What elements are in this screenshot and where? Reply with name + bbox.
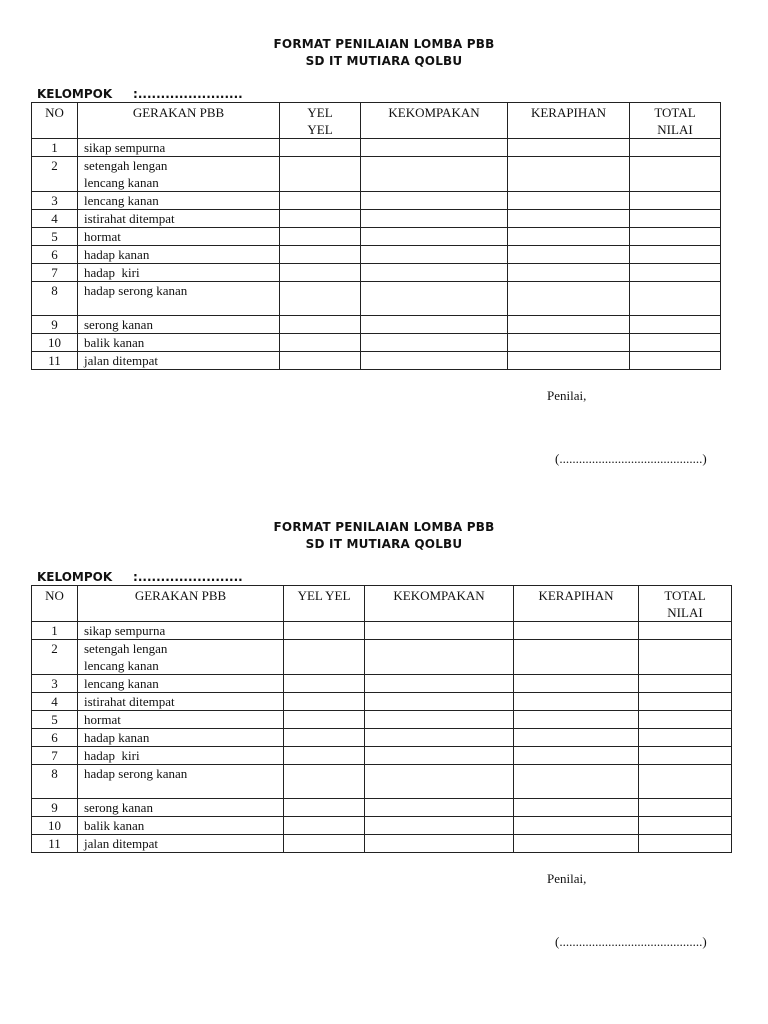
score-cell-kekompakan[interactable] [365, 693, 514, 711]
row-no: 10 [32, 334, 78, 352]
kelompok-label: KELOMPOK [37, 570, 113, 584]
score-cell-total[interactable] [630, 282, 721, 316]
table-row [32, 799, 732, 817]
row-gerakan: balik kanan [78, 817, 284, 835]
score-cell-yel[interactable] [280, 139, 361, 157]
score-cell-kerapihan[interactable] [514, 817, 639, 835]
score-table [31, 102, 721, 370]
score-cell-kekompakan[interactable] [361, 246, 508, 264]
header-no: NO [32, 103, 78, 139]
row-no: 1 [32, 139, 78, 157]
score-cell-total[interactable] [639, 675, 732, 693]
score-cell-yel[interactable] [284, 693, 365, 711]
score-cell-kekompakan[interactable] [365, 817, 514, 835]
row-gerakan: sikap sempurna [78, 622, 284, 640]
score-cell-yel[interactable] [280, 192, 361, 210]
table-row [32, 282, 721, 316]
kelompok-value: :....................... [133, 87, 243, 101]
score-cell-total[interactable] [630, 352, 721, 370]
row-gerakan: hadap kanan [78, 246, 280, 264]
score-cell-kerapihan[interactable] [514, 729, 639, 747]
table-row [32, 157, 721, 192]
row-gerakan: setengah lengan lencang kanan [78, 157, 280, 192]
score-cell-kekompakan[interactable] [365, 622, 514, 640]
row-no: 6 [32, 246, 78, 264]
row-gerakan: hadap kiri [78, 264, 280, 282]
score-cell-kekompakan[interactable] [361, 228, 508, 246]
table-row [32, 747, 732, 765]
score-cell-kerapihan[interactable] [514, 835, 639, 853]
table-row [32, 139, 721, 157]
score-cell-total[interactable] [630, 264, 721, 282]
row-gerakan: hormat [78, 711, 284, 729]
score-cell-total[interactable] [639, 640, 732, 675]
score-cell-kerapihan[interactable] [514, 693, 639, 711]
score-cell-total[interactable] [639, 747, 732, 765]
score-cell-total[interactable] [630, 246, 721, 264]
form-title-line-1: FORMAT PENILAIAN LOMBA PBB [273, 37, 495, 51]
form-title-line-1: FORMAT PENILAIAN LOMBA PBB [273, 520, 495, 534]
score-cell-yel[interactable] [280, 157, 361, 192]
row-no: 3 [32, 675, 78, 693]
signature-line[interactable]: (............................................) [555, 451, 707, 466]
score-cell-kekompakan[interactable] [361, 192, 508, 210]
score-cell-kerapihan[interactable] [508, 157, 630, 192]
score-cell-kekompakan[interactable] [361, 334, 508, 352]
kelompok-value: :....................... [133, 570, 243, 584]
score-cell-kekompakan[interactable] [365, 835, 514, 853]
table-row [32, 192, 721, 210]
row-no: 10 [32, 817, 78, 835]
table-row [32, 246, 721, 264]
table-row [32, 640, 732, 675]
table-row [32, 765, 732, 799]
row-no: 8 [32, 765, 78, 799]
score-cell-kerapihan[interactable] [514, 747, 639, 765]
row-gerakan: hadap serong kanan [78, 282, 280, 316]
score-cell-kerapihan[interactable] [514, 640, 639, 675]
table-row [32, 228, 721, 246]
score-cell-yel[interactable] [284, 675, 365, 693]
header-yel: YEL YEL [280, 103, 361, 139]
row-gerakan: jalan ditempat [78, 352, 280, 370]
row-gerakan: lencang kanan [78, 192, 280, 210]
table-row [32, 210, 721, 228]
table-row [32, 334, 721, 352]
score-cell-yel[interactable] [284, 622, 365, 640]
score-cell-kekompakan[interactable] [361, 139, 508, 157]
score-cell-yel[interactable] [284, 765, 365, 799]
score-cell-yel[interactable] [280, 210, 361, 228]
row-gerakan: hadap kanan [78, 729, 284, 747]
table-row [32, 693, 732, 711]
score-cell-kerapihan[interactable] [514, 622, 639, 640]
row-no: 5 [32, 711, 78, 729]
row-no: 2 [32, 640, 78, 675]
score-cell-total[interactable] [630, 228, 721, 246]
score-cell-kekompakan[interactable] [365, 765, 514, 799]
signature-line[interactable]: (............................................) [555, 934, 707, 949]
kelompok-field [37, 569, 243, 585]
score-cell-kekompakan[interactable] [365, 799, 514, 817]
score-cell-total[interactable] [639, 693, 732, 711]
score-cell-kekompakan[interactable] [361, 157, 508, 192]
score-cell-total[interactable] [630, 334, 721, 352]
header-kekompakan: KEKOMPAKAN [365, 586, 514, 622]
header-no: NO [32, 586, 78, 622]
row-no: 1 [32, 622, 78, 640]
table-row [32, 817, 732, 835]
score-cell-total[interactable] [639, 799, 732, 817]
table-row [32, 622, 732, 640]
score-cell-total[interactable] [639, 622, 732, 640]
row-gerakan: jalan ditempat [78, 835, 284, 853]
score-cell-kerapihan[interactable] [508, 192, 630, 210]
score-cell-kekompakan[interactable] [365, 640, 514, 675]
score-table [31, 585, 732, 853]
score-cell-kekompakan[interactable] [365, 747, 514, 765]
header-total: TOTAL NILAI [639, 586, 732, 622]
score-cell-kekompakan[interactable] [361, 282, 508, 316]
score-cell-yel[interactable] [280, 282, 361, 316]
penilai-label: Penilai, [547, 388, 587, 403]
score-cell-kerapihan[interactable] [508, 352, 630, 370]
score-cell-kekompakan[interactable] [361, 264, 508, 282]
score-cell-yel[interactable] [280, 316, 361, 334]
score-cell-yel[interactable] [284, 799, 365, 817]
score-cell-total[interactable] [639, 765, 732, 799]
row-gerakan: serong kanan [78, 316, 280, 334]
score-cell-total[interactable] [639, 835, 732, 853]
score-cell-kerapihan[interactable] [508, 139, 630, 157]
score-cell-yel[interactable] [284, 835, 365, 853]
score-cell-yel[interactable] [284, 640, 365, 675]
row-no: 7 [32, 747, 78, 765]
score-cell-total[interactable] [630, 210, 721, 228]
kelompok-label: KELOMPOK [37, 87, 113, 101]
score-cell-kekompakan[interactable] [361, 210, 508, 228]
row-no: 4 [32, 210, 78, 228]
row-no: 8 [32, 282, 78, 316]
row-no: 9 [32, 316, 78, 334]
row-gerakan: lencang kanan [78, 675, 284, 693]
row-gerakan: sikap sempurna [78, 139, 280, 157]
row-no: 2 [32, 157, 78, 192]
form-title-line-2: SD IT MUTIARA QOLBU [305, 537, 463, 551]
score-cell-kekompakan[interactable] [365, 711, 514, 729]
table-row [32, 264, 721, 282]
score-cell-total[interactable] [630, 192, 721, 210]
score-cell-total[interactable] [630, 157, 721, 192]
header-gerakan: GERAKAN PBB [78, 103, 280, 139]
kelompok-field [37, 86, 243, 102]
score-cell-kekompakan[interactable] [365, 729, 514, 747]
table-row [32, 316, 721, 334]
row-no: 5 [32, 228, 78, 246]
row-gerakan: istirahat ditempat [78, 210, 280, 228]
row-no: 11 [32, 352, 78, 370]
row-no: 9 [32, 799, 78, 817]
header-total: TOTAL NILAI [630, 103, 721, 139]
score-cell-kerapihan[interactable] [508, 264, 630, 282]
score-cell-yel[interactable] [280, 228, 361, 246]
score-cell-kekompakan[interactable] [361, 316, 508, 334]
row-gerakan: balik kanan [78, 334, 280, 352]
row-no: 11 [32, 835, 78, 853]
score-cell-yel[interactable] [280, 246, 361, 264]
row-no: 6 [32, 729, 78, 747]
score-cell-yel[interactable] [280, 334, 361, 352]
header-kerapihan: KERAPIHAN [508, 103, 630, 139]
score-cell-kerapihan[interactable] [514, 675, 639, 693]
score-cell-kerapihan[interactable] [508, 282, 630, 316]
score-cell-kerapihan[interactable] [514, 765, 639, 799]
score-cell-yel[interactable] [284, 729, 365, 747]
penilai-label: Penilai, [547, 871, 587, 886]
table-header-row [32, 586, 732, 622]
score-cell-yel[interactable] [280, 264, 361, 282]
table-row [32, 835, 732, 853]
score-cell-yel[interactable] [284, 817, 365, 835]
row-no: 7 [32, 264, 78, 282]
form-title-line-2: SD IT MUTIARA QOLBU [305, 54, 463, 68]
score-cell-total[interactable] [639, 729, 732, 747]
row-no: 3 [32, 192, 78, 210]
table-row [32, 711, 732, 729]
row-gerakan: istirahat ditempat [78, 693, 284, 711]
row-gerakan: setengah lengan lencang kanan [78, 640, 284, 675]
table-row [32, 675, 732, 693]
score-cell-kerapihan[interactable] [514, 711, 639, 729]
table-row [32, 352, 721, 370]
score-cell-total[interactable] [639, 711, 732, 729]
score-cell-total[interactable] [630, 316, 721, 334]
score-cell-yel[interactable] [280, 352, 361, 370]
header-gerakan: GERAKAN PBB [78, 586, 284, 622]
row-gerakan: serong kanan [78, 799, 284, 817]
score-cell-kerapihan[interactable] [514, 799, 639, 817]
table-row [32, 729, 732, 747]
header-kekompakan: KEKOMPAKAN [361, 103, 508, 139]
row-gerakan: hadap kiri [78, 747, 284, 765]
score-cell-yel[interactable] [284, 747, 365, 765]
score-cell-kerapihan[interactable] [508, 210, 630, 228]
score-cell-yel[interactable] [284, 711, 365, 729]
row-no: 4 [32, 693, 78, 711]
score-cell-kerapihan[interactable] [508, 334, 630, 352]
row-gerakan: hadap serong kanan [78, 765, 284, 799]
score-cell-kerapihan[interactable] [508, 228, 630, 246]
table-header-row [32, 103, 721, 139]
score-cell-kekompakan[interactable] [365, 675, 514, 693]
header-yel: YEL YEL [284, 586, 365, 622]
score-cell-total[interactable] [639, 817, 732, 835]
score-cell-kerapihan[interactable] [508, 246, 630, 264]
header-kerapihan: KERAPIHAN [514, 586, 639, 622]
row-gerakan: hormat [78, 228, 280, 246]
score-cell-total[interactable] [630, 139, 721, 157]
score-cell-kekompakan[interactable] [361, 352, 508, 370]
score-cell-kerapihan[interactable] [508, 316, 630, 334]
